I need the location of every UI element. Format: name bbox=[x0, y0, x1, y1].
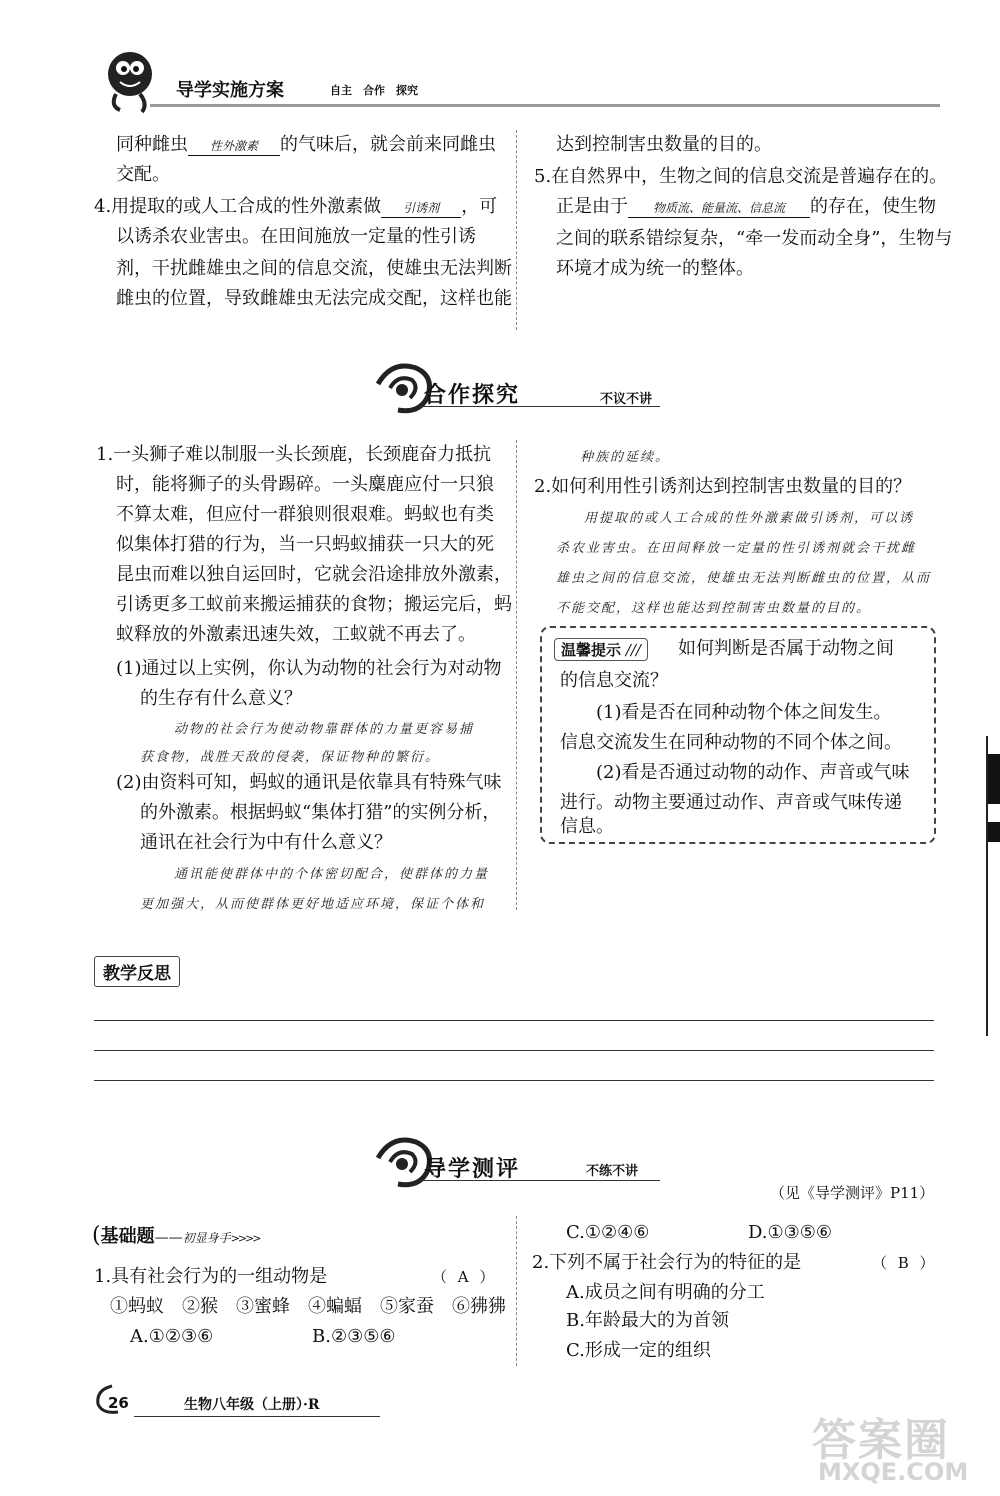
page-edge-marker bbox=[986, 736, 1000, 1036]
reflection-label: 教学反思 bbox=[103, 964, 171, 984]
tip-line: 信息。 bbox=[560, 816, 614, 837]
quiz-q1-option-d: D.①③⑤⑥ bbox=[748, 1222, 833, 1243]
banner-rule bbox=[420, 406, 660, 407]
reflection-line bbox=[94, 1020, 934, 1021]
handwritten-answer: 杀农业害虫。在田间释放一定量的性引诱剂就会干扰雌 bbox=[556, 541, 917, 556]
handwritten-answer: 雄虫之间的信息交流，使雄虫无法判断雌虫的位置，从而 bbox=[556, 571, 932, 586]
tip-line: 如何判断是否属于动物之间 bbox=[678, 638, 894, 659]
top-text: 正是由于 bbox=[556, 196, 628, 217]
top-line-2: 交配。 bbox=[116, 164, 170, 185]
top-right-line-1: 达到控制害虫数量的目的。 bbox=[556, 134, 772, 155]
answer-blank: 物质流、能量流、信息流 bbox=[628, 199, 810, 218]
banner-subtitle: 不练不讲 bbox=[586, 1164, 639, 1179]
top-text: 同种雌虫 bbox=[116, 134, 188, 155]
banner-rule bbox=[420, 1180, 660, 1181]
quiz-q1-items: ①蚂蚁 ②猴 ③蜜蜂 ④蝙蝠 ⑤家蚕 ⑥狒狒 bbox=[110, 1296, 506, 1317]
tip-label: 温馨提示 bbox=[561, 641, 622, 659]
footer-rule bbox=[134, 1416, 380, 1417]
banner-title: 导学测评 bbox=[424, 1157, 521, 1182]
quiz-q2-answer: （ B ） bbox=[872, 1254, 938, 1272]
question-line: 蚁释放的外激素迅速失效，工蚁就不再去了。 bbox=[116, 624, 476, 645]
question-line: 通讯在社会行为中有什么意义？ bbox=[140, 832, 392, 853]
quiz-q2-option-a: A.成员之间有明确的分工 bbox=[566, 1282, 765, 1303]
top-line-3 bbox=[94, 192, 497, 222]
reflection-line bbox=[94, 1080, 934, 1081]
coop-q2: 2.如何利用性引诱剂达到控制害虫数量的目的？ bbox=[534, 476, 912, 497]
tip-line: 信息交流发生在同种动物的不同个体之间。 bbox=[560, 732, 902, 753]
question-line: 1.一头狮子难以制服一头长颈鹿，长颈鹿奋力抵抗 bbox=[96, 444, 492, 465]
question-line: 的生存有什么意义？ bbox=[140, 688, 302, 709]
watermark-url: MXQE.COM bbox=[818, 1458, 969, 1486]
tip-line: (1)看是否在同种动物个体之间发生。 bbox=[596, 702, 892, 723]
top-text: 4.用提取的或人工合成的性外激素做 bbox=[94, 196, 382, 217]
header-subtitle: 自主 合作 探究 bbox=[330, 84, 418, 97]
quiz-q2: 2.下列不属于社会行为的特征的是 bbox=[532, 1252, 802, 1273]
handwritten-answer: 动物的社会行为使动物靠群体的力量更容易捕 bbox=[174, 722, 475, 737]
top-right-line-2: 5.在自然界中，生物之间的信息交流是普遍存在的。 bbox=[534, 166, 948, 187]
quiz-q2-option-b: B.年龄最大的为首领 bbox=[566, 1310, 729, 1331]
basic-label bbox=[92, 1222, 259, 1248]
question-line: (1)通过以上实例，你认为动物的社会行为对动物 bbox=[116, 658, 502, 679]
basic-title: 基础题 bbox=[100, 1226, 155, 1247]
handwritten-answer: 获食物，战胜天敌的侵袭，保证物种的繁衍。 bbox=[140, 750, 441, 765]
quiz-q1-option-c: C.①②④⑥ bbox=[566, 1222, 650, 1243]
header-title: 导学实施方案 bbox=[176, 80, 284, 101]
column-divider bbox=[516, 440, 517, 910]
bracket-icon: ( bbox=[92, 1223, 101, 1248]
top-line-5: 剂，干扰雌雄虫之间的信息交流，使雄虫无法判断 bbox=[116, 258, 512, 279]
top-line-1 bbox=[116, 130, 496, 160]
top-line-6: 雌虫的位置，导致雌雄虫无法完成交配，这样也能 bbox=[116, 288, 512, 309]
handwritten-answer: 更加强大，从而使群体更好地适应环境，保证个体和 bbox=[140, 897, 486, 912]
handwritten-answer: 通讯能使群体中的个体密切配合，使群体的力量 bbox=[174, 867, 490, 882]
top-text: 的存在，使生物 bbox=[810, 196, 936, 217]
quiz-q1-option-a: A.①②③⑥ bbox=[130, 1326, 214, 1347]
page-number: 26 bbox=[108, 1394, 129, 1412]
header-rule bbox=[150, 104, 940, 107]
question-line: 似集体打猎的行为，当一只蚂蚁捕获一只大的死 bbox=[116, 534, 494, 555]
answer-blank: 性外激素 bbox=[188, 137, 280, 156]
question-line: 昆虫而难以独自运回时，它就会沿途排放外激素， bbox=[116, 564, 512, 585]
chevrons-icon: >>>> bbox=[230, 1232, 260, 1245]
answer-blank: 引诱剂 bbox=[381, 199, 461, 218]
question-line: 不算太难，但应付一群狼则很艰难。蚂蚁也有类 bbox=[116, 504, 494, 525]
coop-a2 bbox=[556, 504, 931, 624]
top-line-4: 以诱杀农业害虫。在田间施放一定量的性引诱 bbox=[116, 226, 476, 247]
question-line: (2)由资料可知，蚂蚁的通讯是依靠具有特殊气味 bbox=[116, 772, 502, 793]
reflection-line bbox=[94, 1050, 934, 1051]
slashes-icon: /// bbox=[621, 641, 641, 659]
tip-box bbox=[540, 626, 936, 844]
top-right-line-3 bbox=[556, 192, 936, 222]
coop-a1a bbox=[140, 716, 474, 772]
dash-icon: —— bbox=[154, 1230, 183, 1246]
coop-q1a bbox=[116, 654, 502, 714]
tip-line: 的信息交流？ bbox=[560, 670, 668, 691]
tip-label-box bbox=[554, 638, 648, 661]
question-line: 的外激素。根据蚂蚁“集体打猎”的实例分析， bbox=[140, 802, 501, 823]
question-line: 引诱更多工蚁前来搬运捕获的食物；搬运完后，蚂 bbox=[116, 594, 512, 615]
basic-subtitle: 初显身手 bbox=[182, 1231, 231, 1245]
coop-q1 bbox=[96, 440, 512, 650]
quiz-q2-option-c: C.形成一定的组织 bbox=[566, 1340, 711, 1361]
watermark-text: 答案圈 bbox=[812, 1415, 950, 1466]
tip-line: 进行。动物主要通过动作、声音或气味传递 bbox=[560, 792, 902, 813]
banner-subtitle: 不议不讲 bbox=[600, 392, 653, 407]
coop-a1b bbox=[140, 860, 489, 920]
reflection-label-box bbox=[94, 956, 180, 987]
banner-title: 合作探究 bbox=[424, 383, 521, 408]
coop-q1b bbox=[116, 768, 502, 858]
quiz-q1-option-b: B.②③⑤⑥ bbox=[312, 1326, 396, 1347]
quiz-q1: 1.具有社会行为的一组动物是 bbox=[94, 1266, 328, 1287]
question-line: 时，能将狮子的头骨踢碎。一头麋鹿应付一只狼 bbox=[116, 474, 494, 495]
handwritten-answer: 用提取的或人工合成的性外激素做引诱剂，可以诱 bbox=[584, 511, 915, 526]
book-name: 生物八年级（上册）·R bbox=[184, 1397, 320, 1413]
column-divider bbox=[516, 130, 517, 330]
top-right-line-4: 之间的联系错综复杂，“牵一发而动全身”，生物与 bbox=[556, 228, 953, 249]
handwritten-answer: 不能交配，这样也能达到控制害虫数量的目的。 bbox=[556, 601, 872, 616]
column-divider bbox=[516, 1216, 517, 1366]
handwritten-answer: 种族的延续。 bbox=[580, 450, 671, 465]
top-right-line-5: 环境才成为统一的整体。 bbox=[556, 258, 754, 279]
top-text: ，可 bbox=[461, 196, 498, 217]
quiz-q1-answer: （ A ） bbox=[432, 1268, 498, 1286]
tip-line: (2)看是否通过动物的动作、声音或气味 bbox=[596, 762, 910, 783]
top-text: 的气味后，就会前来同雌虫 bbox=[280, 134, 496, 155]
reference-note: （见《导学测评》P11） bbox=[770, 1184, 935, 1202]
